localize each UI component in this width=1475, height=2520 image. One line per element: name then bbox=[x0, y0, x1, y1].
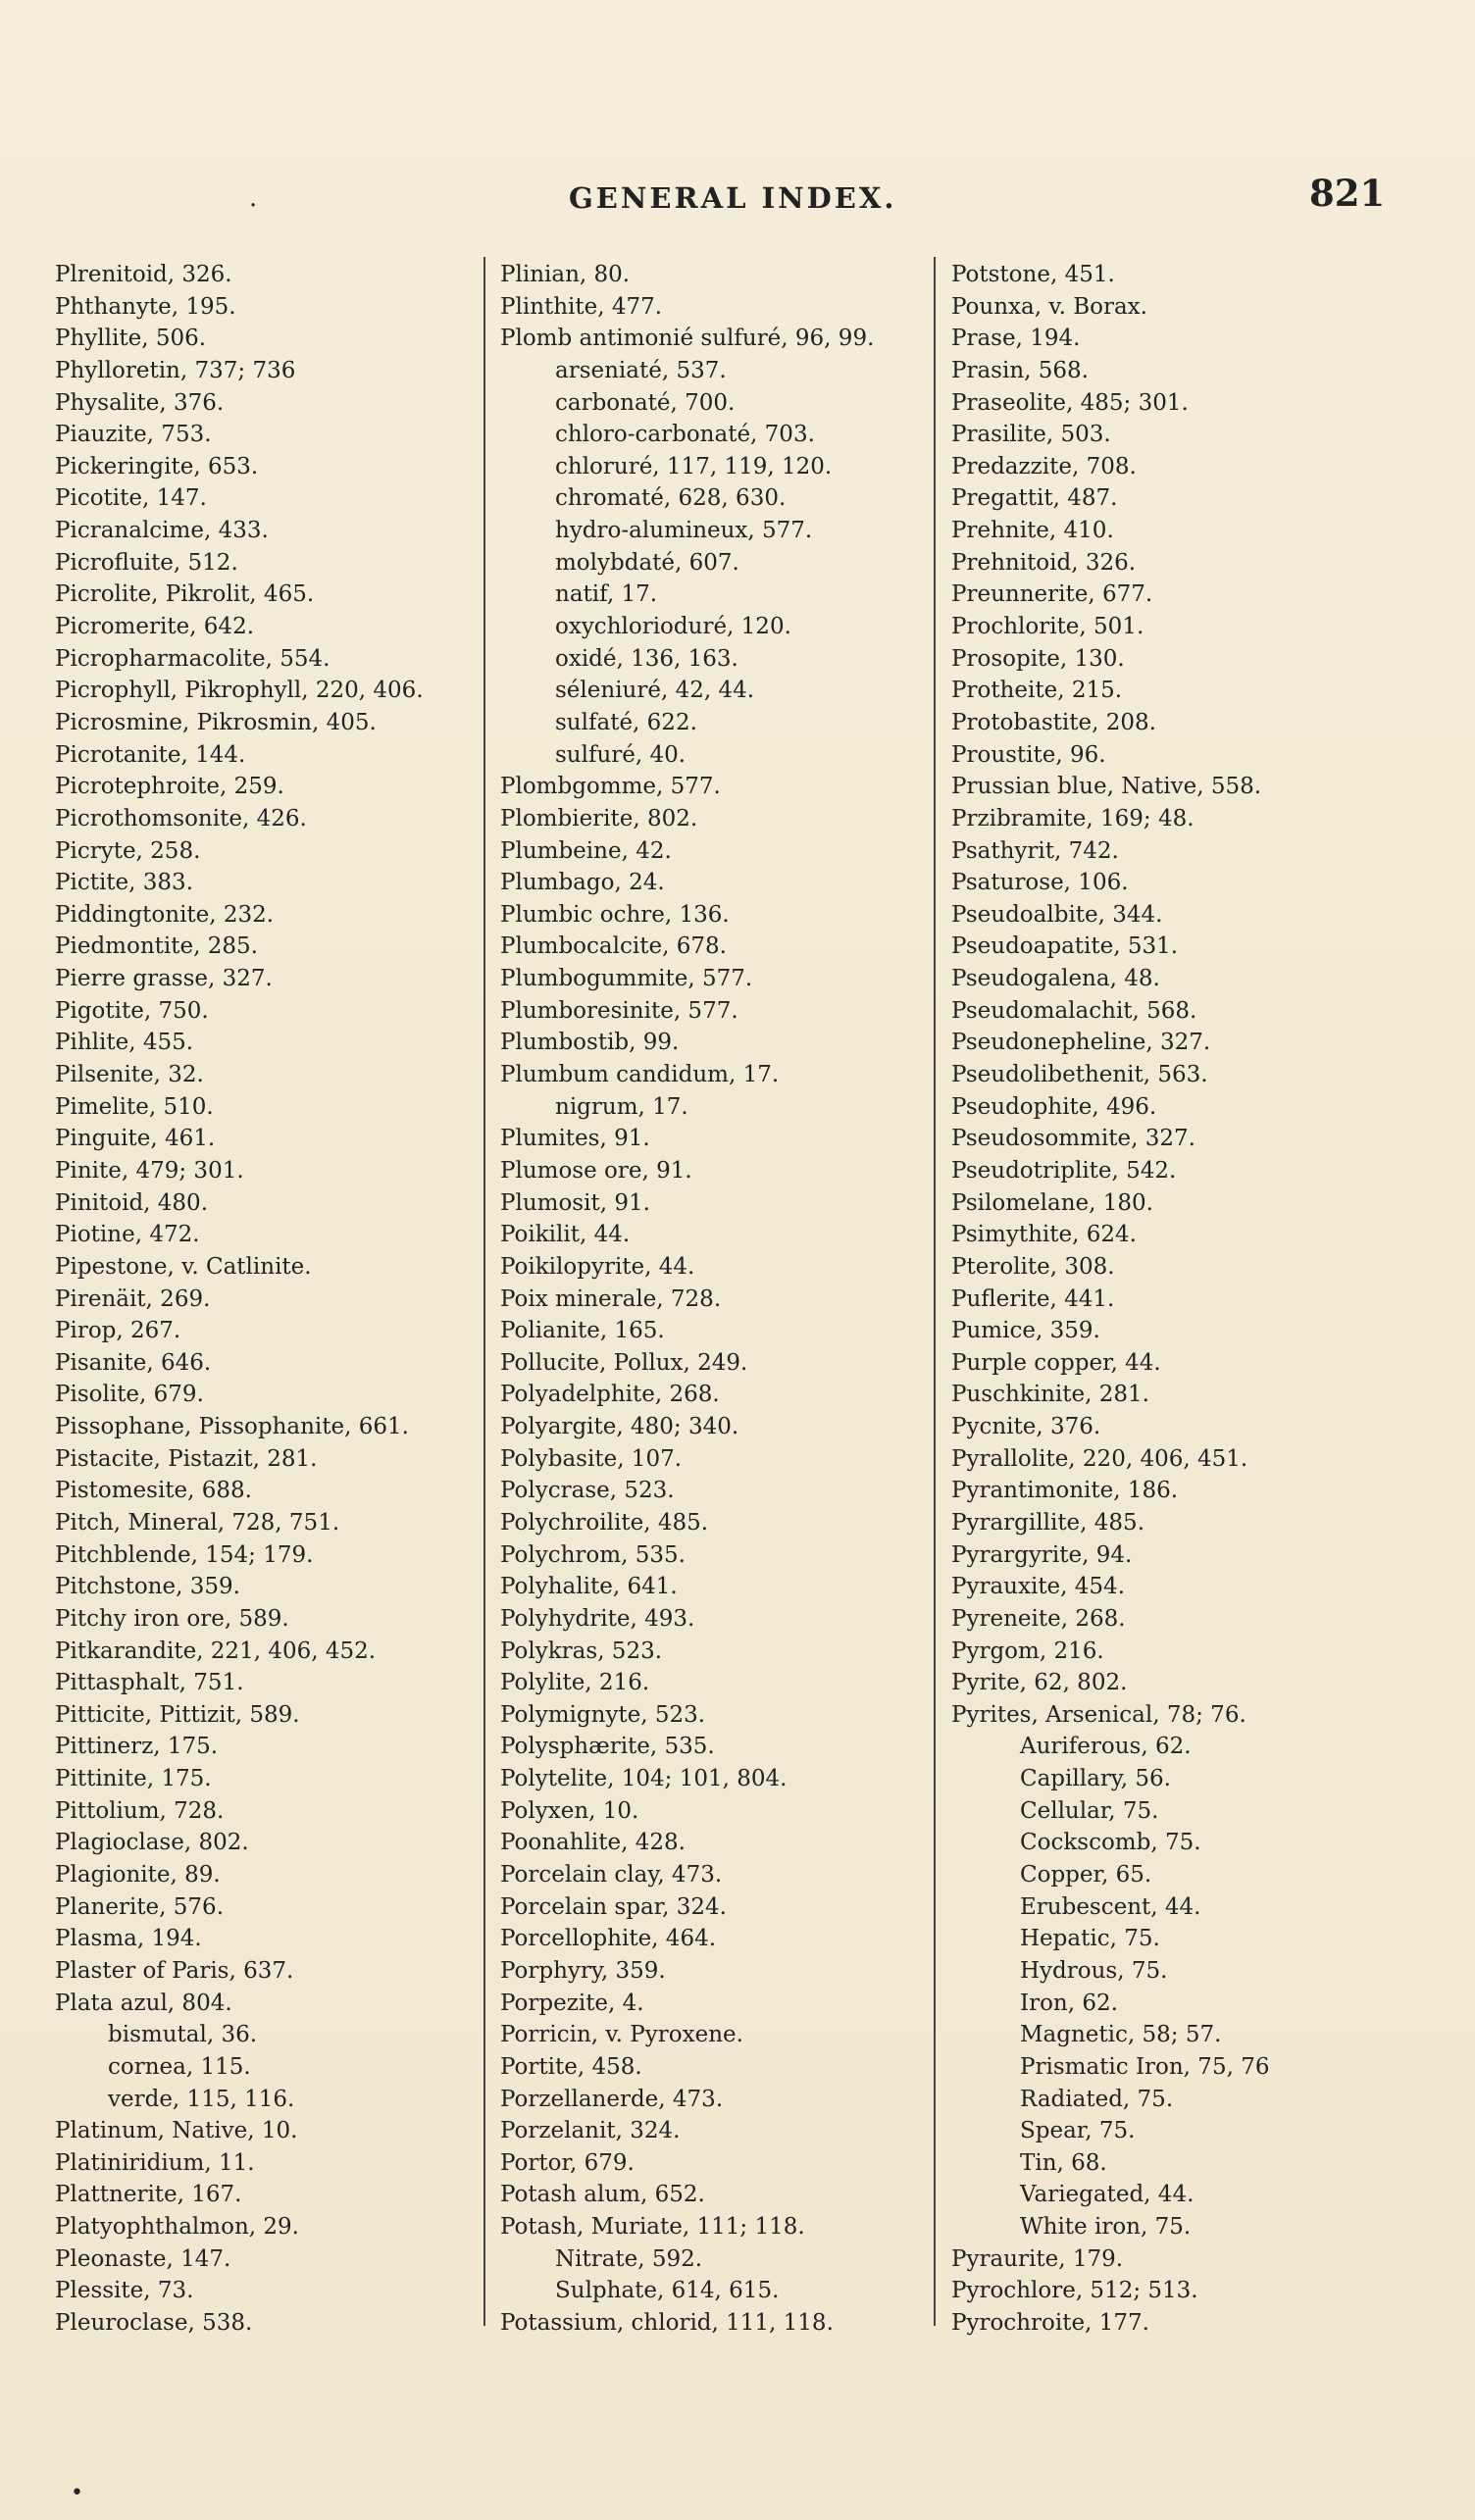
index-entry: Plattnerite, 167. bbox=[55, 2182, 242, 2208]
index-entry: Plumosit, 91. bbox=[500, 1189, 650, 1216]
index-entry: Pleuroclase, 538. bbox=[55, 2310, 253, 2336]
index-entry: Polykras, 523. bbox=[500, 1638, 663, 1664]
column-divider bbox=[483, 257, 485, 2326]
index-entry: Plagioclase, 802. bbox=[55, 1830, 249, 1856]
index-subentry: Hydrous, 75. bbox=[1020, 1957, 1168, 1984]
index-entry: Pseudotriplite, 542. bbox=[951, 1157, 1177, 1184]
index-entry: Pterolite, 308. bbox=[951, 1253, 1115, 1280]
index-entry: Plinthite, 477. bbox=[500, 293, 663, 320]
index-subentry: Spear, 75. bbox=[1020, 2118, 1136, 2144]
index-entry: Plata azul, 804. bbox=[55, 1990, 232, 2016]
index-entry: Pistomesite, 688. bbox=[55, 1478, 252, 1504]
index-subentry: Nitrate, 592. bbox=[555, 2245, 703, 2272]
index-entry: Picrofluite, 512. bbox=[55, 549, 238, 576]
index-entry: Pyrochlore, 512; 513. bbox=[951, 2278, 1198, 2304]
index-subentry: White iron, 75. bbox=[1020, 2214, 1192, 2241]
index-entry: Plessite, 73. bbox=[55, 2278, 194, 2304]
index-entry: Puflerite, 441. bbox=[951, 1285, 1115, 1312]
index-entry: Protheite, 215. bbox=[951, 678, 1123, 704]
index-subentry: bismutal, 36. bbox=[108, 2022, 258, 2048]
index-entry: Polyadelphite, 268. bbox=[500, 1382, 720, 1408]
page-number: 821 bbox=[1309, 172, 1386, 215]
index-entry: Praseolite, 485; 301. bbox=[951, 389, 1189, 416]
index-entry: Plumbeine, 42. bbox=[500, 837, 672, 864]
index-entry: Poikilopyrite, 44. bbox=[500, 1253, 695, 1280]
index-subentry: Erubescent, 44. bbox=[1020, 1893, 1201, 1920]
index-entry: Plumbogummite, 577. bbox=[500, 966, 753, 992]
index-entry: Polybasite, 107. bbox=[500, 1445, 683, 1472]
index-entry: Pitchblende, 154; 179. bbox=[55, 1541, 314, 1568]
index-entry: Porcelain spar, 324. bbox=[500, 1893, 727, 1920]
index-entry: Pleonaste, 147. bbox=[55, 2245, 231, 2272]
index-entry: Polyargite, 480; 340. bbox=[500, 1414, 739, 1440]
index-entry: Plumbum candidum, 17. bbox=[500, 1062, 780, 1088]
index-subentry: Auriferous, 62. bbox=[1020, 1734, 1192, 1760]
index-entry: Picrotephroite, 259. bbox=[55, 774, 284, 800]
index-entry: Pseudolibethenit, 563. bbox=[951, 1062, 1208, 1088]
index-entry: Plombgomme, 577. bbox=[500, 774, 721, 800]
index-entry: Psaturose, 106. bbox=[951, 870, 1129, 896]
index-entry: Prasilite, 503. bbox=[951, 422, 1111, 448]
index-entry: Psathyrit, 742. bbox=[951, 837, 1119, 864]
index-entry: Pyrargyrite, 94. bbox=[951, 1541, 1133, 1568]
index-entry: Polyhalite, 641. bbox=[500, 1574, 678, 1600]
index-entry: Pitchstone, 359. bbox=[55, 1574, 240, 1600]
index-entry: Picrothomsonite, 426. bbox=[55, 805, 307, 832]
index-subentry: chloruré, 117, 119, 120. bbox=[555, 453, 833, 479]
index-entry: Pigotite, 750. bbox=[55, 997, 209, 1024]
index-entry: Pinitoid, 480. bbox=[55, 1189, 209, 1216]
index-entry: Pickeringite, 653. bbox=[55, 453, 259, 479]
index-entry: Pissophane, Pissophanite, 661. bbox=[55, 1414, 409, 1440]
index-entry: Poix minerale, 728. bbox=[500, 1285, 722, 1312]
index-entry: Pyrargillite, 485. bbox=[951, 1509, 1145, 1536]
index-entry: Psilomelane, 180. bbox=[951, 1189, 1153, 1216]
index-entry: Polymignyte, 523. bbox=[500, 1701, 706, 1728]
index-entry: Pyreneite, 268. bbox=[951, 1605, 1126, 1632]
index-entry: Platyophthalmon, 29. bbox=[55, 2214, 299, 2241]
index-entry: Psimythite, 624. bbox=[951, 1222, 1137, 1248]
index-entry: Plumbic ochre, 136. bbox=[500, 901, 730, 928]
index-entry: Poikilit, 44. bbox=[500, 1222, 631, 1248]
index-entry: Plomb antimonié sulfuré, 96, 99. bbox=[500, 326, 875, 352]
index-entry: Planerite, 576. bbox=[55, 1893, 225, 1920]
index-entry: Pittinerz, 175. bbox=[55, 1734, 219, 1760]
index-entry: Pinguite, 461. bbox=[55, 1126, 216, 1152]
index-entry: Plumbago, 24. bbox=[500, 870, 665, 896]
index-entry: Pycnite, 376. bbox=[951, 1414, 1101, 1440]
index-entry: Porcellophite, 464. bbox=[500, 1926, 717, 1952]
index-subentry: Sulphate, 614, 615. bbox=[555, 2278, 780, 2304]
index-entry: Pyrantimonite, 186. bbox=[951, 1478, 1179, 1504]
index-entry: Pictite, 383. bbox=[55, 870, 193, 896]
index-entry: Picrotanite, 144. bbox=[55, 741, 246, 768]
index-entry: Polylite, 216. bbox=[500, 1670, 650, 1696]
footer-mark: • bbox=[71, 2481, 83, 2505]
index-entry: Potassium, chlorid, 111, 118. bbox=[500, 2310, 834, 2336]
index-entry: Picotite, 147. bbox=[55, 485, 207, 512]
index-subentry: hydro-alumineux, 577. bbox=[555, 518, 813, 544]
index-entry: Pirop, 267. bbox=[55, 1318, 181, 1344]
index-entry: Prasin, 568. bbox=[951, 357, 1089, 383]
index-subentry: Cellular, 75. bbox=[1020, 1797, 1159, 1824]
index-subentry: verde, 115, 116. bbox=[108, 2086, 295, 2112]
index-subentry: nigrum, 17. bbox=[555, 1093, 688, 1120]
index-subentry: carbonaté, 700. bbox=[555, 389, 736, 416]
index-entry: Pyrite, 62, 802. bbox=[951, 1670, 1128, 1696]
index-entry: Proustite, 96. bbox=[951, 741, 1106, 768]
index-subentry: Capillary, 56. bbox=[1020, 1766, 1171, 1792]
index-entry: Pyrallolite, 220, 406, 451. bbox=[951, 1445, 1248, 1472]
index-entry: Polychrom, 535. bbox=[500, 1541, 686, 1568]
index-subentry: sulfuré, 40. bbox=[555, 741, 687, 768]
index-entry: Picropharmacolite, 554. bbox=[55, 645, 331, 672]
page-title: GENERAL INDEX. bbox=[569, 181, 897, 215]
index-entry: Polytelite, 104; 101, 804. bbox=[500, 1766, 788, 1792]
index-entry: Picrolite, Pikrolit, 465. bbox=[55, 581, 315, 608]
index-subentry: Iron, 62. bbox=[1020, 1990, 1118, 2016]
index-entry: Pyraurite, 179. bbox=[951, 2245, 1124, 2272]
index-entry: Pistacite, Pistazit, 281. bbox=[55, 1445, 318, 1472]
index-entry: Piedmontite, 285. bbox=[55, 933, 258, 960]
index-entry: Picranalcime, 433. bbox=[55, 518, 269, 544]
index-entry: Puschkinite, 281. bbox=[951, 1382, 1149, 1408]
index-entry: Pittolium, 728. bbox=[55, 1797, 225, 1824]
header-mark: · bbox=[249, 191, 258, 221]
page-header bbox=[0, 172, 1475, 221]
index-entry: Porcelain clay, 473. bbox=[500, 1862, 723, 1889]
index-subentry: Magnetic, 58; 57. bbox=[1020, 2022, 1222, 2048]
index-subentry: Radiated, 75. bbox=[1020, 2086, 1174, 2112]
index-entry: Plumbocalcite, 678. bbox=[500, 933, 727, 960]
index-entry: Pitchy iron ore, 589. bbox=[55, 1605, 289, 1632]
index-subentry: oxidé, 136, 163. bbox=[555, 645, 738, 672]
index-entry: Portite, 458. bbox=[500, 2053, 642, 2080]
index-entry: Polyxen, 10. bbox=[500, 1797, 639, 1824]
index-entry: Pseudoalbite, 344. bbox=[951, 901, 1163, 928]
index-column-1 bbox=[55, 259, 477, 2340]
index-entry: Poonahlite, 428. bbox=[500, 1830, 686, 1856]
index-entry: Pinite, 479; 301. bbox=[55, 1157, 244, 1184]
index-entry: Pyrochroite, 177. bbox=[951, 2310, 1149, 2336]
index-entry: Polyhydrite, 493. bbox=[500, 1605, 695, 1632]
index-entry: Plumites, 91. bbox=[500, 1126, 650, 1152]
index-entry: Przibramite, 169; 48. bbox=[951, 805, 1195, 832]
index-entry: Polianite, 165. bbox=[500, 1318, 665, 1344]
index-entry: Pitkarandite, 221, 406, 452. bbox=[55, 1638, 377, 1664]
index-subentry: séleniuré, 42, 44. bbox=[555, 678, 755, 704]
index-entry: Piotine, 472. bbox=[55, 1222, 200, 1248]
index-entry: Picromerite, 642. bbox=[55, 614, 255, 640]
index-entry: Physalite, 376. bbox=[55, 389, 225, 416]
index-entry: Polycrase, 523. bbox=[500, 1478, 675, 1504]
index-entry: Plrenitoid, 326. bbox=[55, 262, 232, 287]
index-entry: Porzelanit, 324. bbox=[500, 2118, 681, 2144]
index-entry: Pipestone, v. Catlinite. bbox=[55, 1253, 312, 1280]
index-entry: Pittasphalt, 751. bbox=[55, 1670, 244, 1696]
index-subentry: Copper, 65. bbox=[1020, 1862, 1152, 1889]
index-entry: Pounxa, v. Borax. bbox=[951, 293, 1147, 320]
index-entry: Pisanite, 646. bbox=[55, 1349, 212, 1376]
index-subentry: Prismatic Iron, 75, 76 bbox=[1020, 2053, 1270, 2080]
index-subentry: sulfaté, 622. bbox=[555, 709, 697, 735]
index-entry: Pseudoapatite, 531. bbox=[951, 933, 1179, 960]
index-entry: Porphyry, 359. bbox=[500, 1957, 666, 1984]
index-entry: Potstone, 451. bbox=[951, 262, 1115, 287]
index-subentry: Variegated, 44. bbox=[1020, 2182, 1195, 2208]
index-entry: Pseudosommite, 327. bbox=[951, 1126, 1195, 1152]
index-subentry: chloro-carbonaté, 703. bbox=[555, 422, 815, 448]
index-subentry: arseniaté, 537. bbox=[555, 357, 727, 383]
index-entry: Prase, 194. bbox=[951, 326, 1081, 352]
index-entry: Piddingtonite, 232. bbox=[55, 901, 275, 928]
index-entry: Pilsenite, 32. bbox=[55, 1062, 204, 1088]
index-entry: Pierre grasse, 327. bbox=[55, 966, 273, 992]
index-entry: Plasma, 194. bbox=[55, 1926, 202, 1952]
index-entry: Picrophyll, Pikrophyll, 220, 406. bbox=[55, 678, 424, 704]
index-entry: Plumboresinite, 577. bbox=[500, 997, 738, 1024]
index-entry: Prehnitoid, 326. bbox=[951, 549, 1137, 576]
index-subentry: cornea, 115. bbox=[108, 2053, 251, 2080]
index-entry: Prochlorite, 501. bbox=[951, 614, 1144, 640]
index-entry: Porzellanerde, 473. bbox=[500, 2086, 724, 2112]
index-subentry: natif, 17. bbox=[555, 581, 658, 608]
index-subentry: molybdaté, 607. bbox=[555, 549, 739, 576]
index-entry: Picryte, 258. bbox=[55, 837, 201, 864]
index-entry: Piauzite, 753. bbox=[55, 422, 212, 448]
index-entry: Plagionite, 89. bbox=[55, 1862, 221, 1889]
index-entry: Portor, 679. bbox=[500, 2149, 635, 2176]
index-entry: Pumice, 359. bbox=[951, 1318, 1100, 1344]
index-entry: Pseudophite, 496. bbox=[951, 1093, 1157, 1120]
index-entry: Platinum, Native, 10. bbox=[55, 2118, 298, 2144]
index-entry: Polysphærite, 535. bbox=[500, 1734, 715, 1760]
index-entry: Pittinite, 175. bbox=[55, 1766, 212, 1792]
index-entry: Pyrgom, 216. bbox=[951, 1638, 1104, 1664]
index-entry: Platiniridium, 11. bbox=[55, 2149, 255, 2176]
index-subentry: Hepatic, 75. bbox=[1020, 1926, 1160, 1952]
index-entry: Plaster of Paris, 637. bbox=[55, 1957, 294, 1984]
index-entry: Pseudonepheline, 327. bbox=[951, 1030, 1211, 1056]
index-entry: Predazzite, 708. bbox=[951, 453, 1137, 479]
index-entry: Protobastite, 208. bbox=[951, 709, 1156, 735]
index-entry: Polychroilite, 485. bbox=[500, 1509, 709, 1536]
index-entry: Pyrites, Arsenical, 78; 76. bbox=[951, 1701, 1246, 1728]
index-entry: Potash, Muriate, 111; 118. bbox=[500, 2214, 805, 2241]
index-entry: Plombierite, 802. bbox=[500, 805, 698, 832]
index-entry: Pseudogalena, 48. bbox=[951, 966, 1160, 992]
index-entry: Pihlite, 455. bbox=[55, 1030, 194, 1056]
index-entry: Pitticite, Pittizit, 589. bbox=[55, 1701, 300, 1728]
index-entry: Preunnerite, 677. bbox=[951, 581, 1153, 608]
index-column-3 bbox=[951, 259, 1422, 2340]
index-subentry: Tin, 68. bbox=[1020, 2149, 1107, 2176]
column-divider bbox=[934, 257, 936, 2326]
index-entry: Potash alum, 652. bbox=[500, 2182, 705, 2208]
index-entry: Purple copper, 44. bbox=[951, 1349, 1161, 1376]
index-entry: Pollucite, Pollux, 249. bbox=[500, 1349, 748, 1376]
index-subentry: Cockscomb, 75. bbox=[1020, 1830, 1201, 1856]
index-entry: Phthanyte, 195. bbox=[55, 293, 236, 320]
index-entry: Pimelite, 510. bbox=[55, 1093, 214, 1120]
index-entry: Picrosmine, Pikrosmin, 405. bbox=[55, 709, 377, 735]
index-subentry: chromaté, 628, 630. bbox=[555, 485, 787, 512]
index-column-2 bbox=[500, 259, 932, 2340]
index-entry: Plinian, 80. bbox=[500, 262, 631, 287]
index-entry: Phyllite, 506. bbox=[55, 326, 207, 352]
index-entry: Pseudomalachit, 568. bbox=[951, 997, 1197, 1024]
index-subentry: oxychlorioduré, 120. bbox=[555, 614, 791, 640]
index-entry: Plumose ore, 91. bbox=[500, 1157, 692, 1184]
index-entry: Porpezite, 4. bbox=[500, 1990, 644, 2016]
index-entry: Pitch, Mineral, 728, 751. bbox=[55, 1509, 340, 1536]
index-entry: Pregattit, 487. bbox=[951, 485, 1118, 512]
index-entry: Pisolite, 679. bbox=[55, 1382, 204, 1408]
index-entry: Prussian blue, Native, 558. bbox=[951, 774, 1262, 800]
index-entry: Plumbostib, 99. bbox=[500, 1030, 680, 1056]
index-entry: Prehnite, 410. bbox=[951, 518, 1114, 544]
index-entry: Pyrauxite, 454. bbox=[951, 1574, 1126, 1600]
index-entry: Phylloretin, 737; 736 bbox=[55, 357, 296, 383]
index-entry: Prosopite, 130. bbox=[951, 645, 1125, 672]
index-entry: Porricin, v. Pyroxene. bbox=[500, 2022, 743, 2048]
index-entry: Pirenäit, 269. bbox=[55, 1285, 211, 1312]
